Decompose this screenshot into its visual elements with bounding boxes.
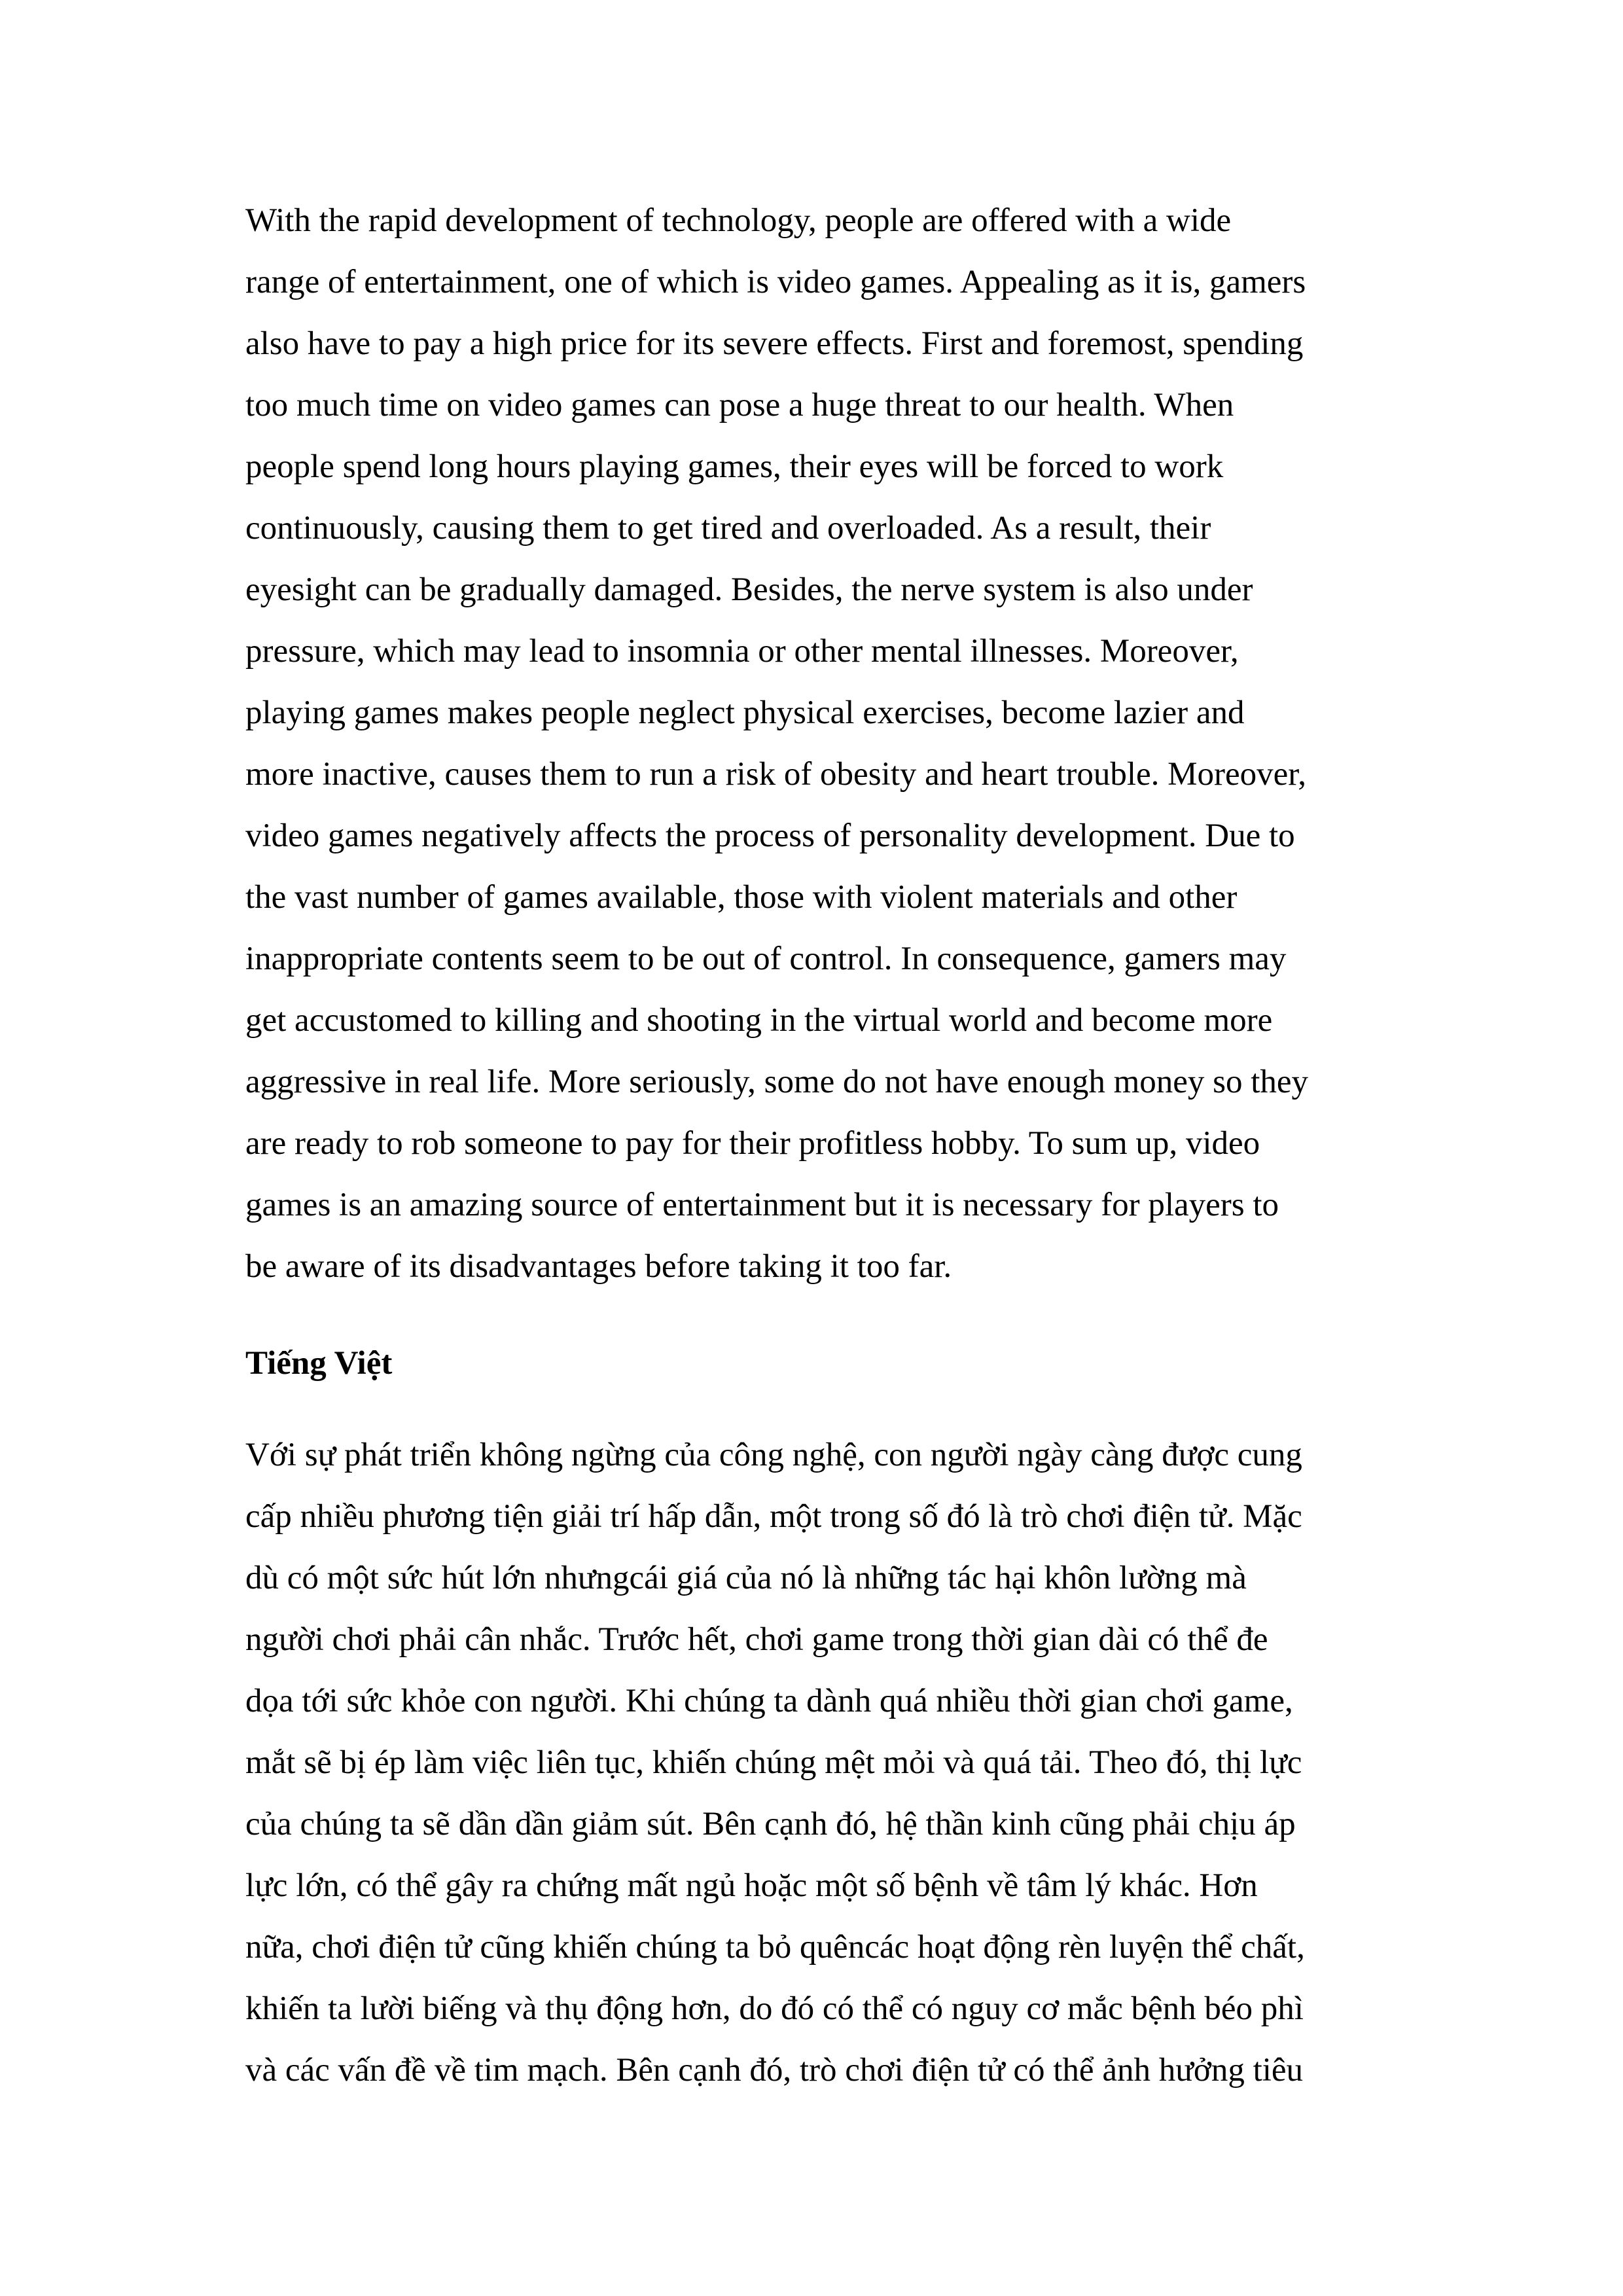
vietnamese-line: cấp nhiều phương tiện giải trí hấp dẫn, một trong số đó là trò chơi điện tử. Mặc: [245, 1498, 1302, 1535]
english-line: people spend long hours playing games, their eyes will be forced to work: [245, 448, 1224, 485]
vietnamese-line: Với sự phát triển không ngừng của công nghệ, con người ngày càng được cung: [245, 1437, 1302, 1473]
english-line: video games negatively affects the process of personality development. Due to: [245, 817, 1295, 854]
english-line: inappropriate contents seem to be out of control. In consequence, gamers may: [245, 941, 1287, 977]
english-line: range of entertainment, one of which is video games. Appealing as it is, gamers: [245, 264, 1306, 300]
vietnamese-line: lực lớn, có thể gây ra chứng mất ngủ hoặc một số bệnh về tâm lý khác. Hơn: [245, 1867, 1258, 1904]
vietnamese-line: người chơi phải cân nhắc. Trước hết, chơi game trong thời gian dài có thể đe: [245, 1621, 1268, 1658]
section-heading: Tiếng Việt: [245, 1345, 393, 1382]
vietnamese-line: khiến ta lười biếng và thụ động hơn, do đó có thể có nguy cơ mắc bệnh béo phì: [245, 1990, 1304, 2027]
vietnamese-line: nữa, chơi điện tử cũng khiến chúng ta bỏ quêncác hoạt động rèn luyện thể chất,: [245, 1929, 1305, 1965]
english-line: With the rapid development of technology, people are offered with a wide: [245, 202, 1232, 239]
english-line: games is an amazing source of entertainment but it is necessary for players to: [245, 1187, 1279, 1223]
english-line: be aware of its disadvantages before taking it too far.: [245, 1248, 952, 1285]
vietnamese-line: của chúng ta sẽ dần dần giảm sút. Bên cạnh đó, hệ thần kinh cũng phải chịu áp: [245, 1806, 1296, 1842]
english-line: pressure, which may lead to insomnia or other mental illnesses. Moreover,: [245, 633, 1239, 670]
english-line: eyesight can be gradually damaged. Besides, the nerve system is also under: [245, 571, 1253, 608]
english-line: are ready to rob someone to pay for their profitless hobby. To sum up, video: [245, 1125, 1260, 1162]
document-body: [245, 190, 1410, 2101]
english-line: the vast number of games available, those with violent materials and other: [245, 879, 1238, 916]
english-line: also have to pay a high price for its severe effects. First and foremost, spending: [245, 325, 1304, 362]
vietnamese-line: mắt sẽ bị ép làm việc liên tục, khiến chúng mệt mỏi và quá tải. Theo đó, thị lực: [245, 1744, 1302, 1781]
vietnamese-paragraph: [245, 1424, 1410, 2101]
english-line: too much time on video games can pose a huge threat to our health. When: [245, 387, 1234, 423]
vietnamese-line: và các vấn đề về tim mạch. Bên cạnh đó, trò chơi điện tử có thể ảnh hưởng tiêu: [245, 2052, 1304, 2089]
english-line: playing games makes people neglect physical exercises, become lazier and: [245, 694, 1245, 731]
vietnamese-line: dọa tới sức khỏe con người. Khi chúng ta dành quá nhiều thời gian chơi game,: [245, 1683, 1293, 1719]
english-line: continuously, causing them to get tired and overloaded. As a result, their: [245, 510, 1211, 547]
english-paragraph: [245, 190, 1410, 1297]
english-line: get accustomed to killing and shooting in the virtual world and become more: [245, 1002, 1273, 1039]
vietnamese-line: dù có một sức hút lớn nhưngcái giá của nó là những tác hại khôn lường mà: [245, 1560, 1247, 1596]
english-line: aggressive in real life. More seriously, some do not have enough money so they: [245, 1064, 1309, 1100]
english-line: more inactive, causes them to run a risk of obesity and heart trouble. Moreover,: [245, 756, 1306, 793]
